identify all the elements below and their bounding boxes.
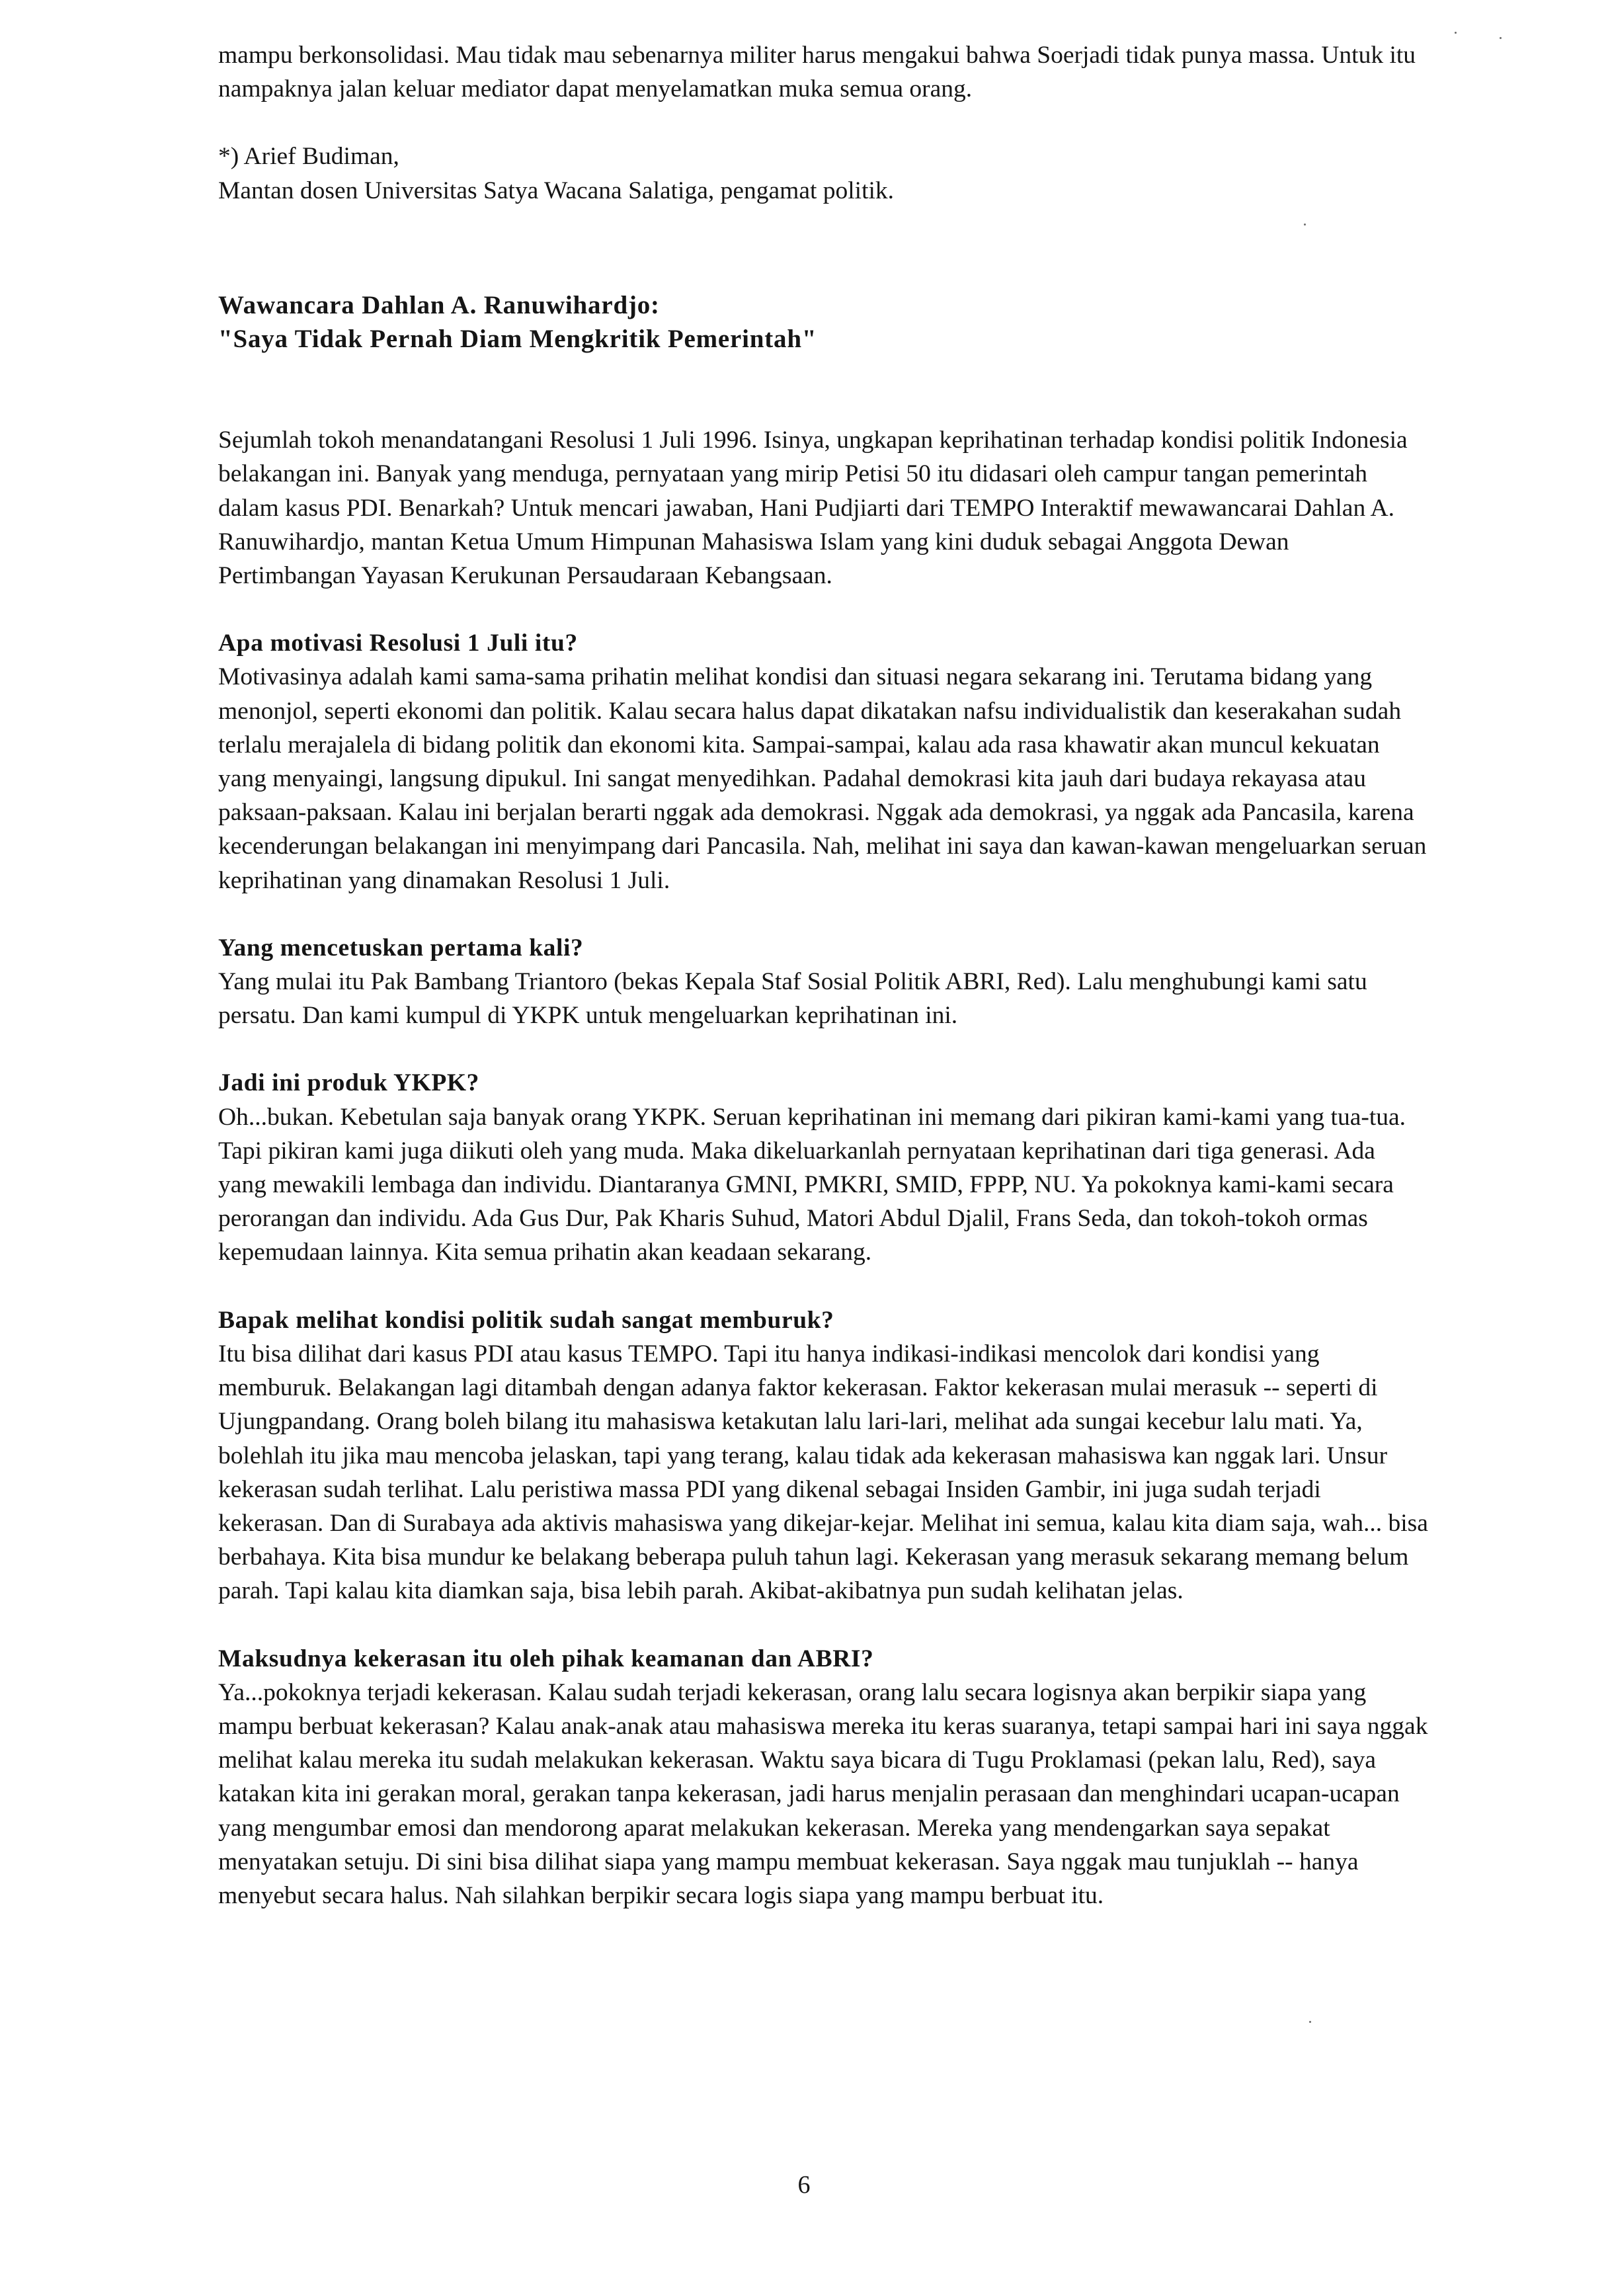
answer: Motivasinya adalah kami sama-sama prihatin melihat kondisi dan situasi negara sekarang ini. Terutama bidang yang menonjol, seperti ekonomi dan politik. Kalau secara halus dapat dikatakan nafsu individualistik dan keserakahan sudah terlalu merajalela di bidang politik dan ekonomi kita. Sampai-sampai, kalau ada rasa khawatir akan muncul kekuatan yang menyaingi, langsung dipukul. Ini sangat menyedihkan. Padahal demokrasi kita jauh dari budaya rekayasa atau paksaan-paksaan. Kalau ini berjalan berarti nggak ada demokrasi. Nggak ada demokrasi, ya nggak ada Pancasila, karena kecenderungan belakangan ini menyimpang dari Pancasila. Nah, melihat ini saya dan kawan-kawan mengeluarkan seruan keprihatinan yang dinamakan Resolusi 1 Juli. — [218, 663, 1427, 894]
qa-block — [218, 931, 1428, 1033]
answer: Ya...pokoknya terjadi kekerasan. Kalau sudah terjadi kekerasan, orang lalu secara logisnya akan berpikir siapa yang mampu berbuat kekerasan? Kalau anak-anak atau mahasiswa mereka itu keras suaranya, tetapi sampai hari ini saya nggak melihat kalau mereka itu sudah melakukan kekerasan. Waktu saya bicara di Tugu Proklamasi (pekan lalu, Red), saya katakan kita ini gerakan moral, gerakan tanpa kekerasan, jadi harus menjalin perasaan dan menghindari ucapan-ucapan yang mengumbar emosi dan mendorong aparat melakukan kekerasan. Mereka yang mendengarkan saya sepakat menyatakan setuju. Di sini bisa dilihat siapa yang mampu membuat kekerasan. Saya nggak mau tunjuklah -- hanya menyebut secara halus. Nah silahkan berpikir secara logis siapa yang mampu berbuat itu. — [218, 1678, 1428, 1909]
question: Maksudnya kekerasan itu oleh pihak keamanan dan ABRI? — [218, 1645, 874, 1672]
question: Apa motivasi Resolusi 1 Juli itu? — [218, 630, 578, 657]
scan-speck — [1455, 32, 1457, 34]
author-line: *) Arief Budiman, — [218, 143, 399, 171]
qa-block — [218, 1642, 1428, 1913]
author-description: Mantan dosen Universitas Satya Wacana Salatiga, pengamat politik. — [218, 177, 895, 204]
qa-block — [218, 626, 1428, 897]
answer: Itu bisa dilihat dari kasus PDI atau kasus TEMPO. Tapi itu hanya indikasi-indikasi mencolok dari kondisi yang memburuk. Belakangan lagi ditambah dengan adanya faktor kekerasan. Faktor kekerasan mulai merasuk -- seperti di Ujungpandang. Orang boleh bilang itu mahasiswa ketakutan lalu lari-lari, melihat ada sungai kecebur lalu mati. Ya, bolehlah itu jika mau mencoba jelaskan, tapi yang terang, kalau tidak ada kekerasan mahasiswa kan nggak lari. Unsur kekerasan sudah terlihat. Lalu peristiwa massa PDI yang dikenal sebagai Insiden Gambir, ini juga sudah terjadi kekerasan. Dan di Surabaya ada aktivis mahasiswa yang dikejar-kejar. Melihat ini semua, kalau kita diam saja, wah... bisa berbahaya. Kita bisa mundur ke belakang beberapa puluh tahun lagi. Kekerasan yang merasuk sekarang memang belum parah. Tapi kalau kita diamkan saja, bisa lebih parah. Akibat-akibatnya pun sudah kelihatan jelas. — [218, 1340, 1428, 1605]
page-number: 6 — [797, 2171, 811, 2199]
article-title: Wawancara Dahlan A. Ranuwihardjo: — [218, 290, 660, 319]
question: Yang mencetuskan pertama kali? — [218, 934, 584, 962]
scan-speck — [1304, 224, 1306, 226]
intro-paragraph: mampu berkonsolidasi. Mau tidak mau sebenarnya militer harus mengakui bahwa Soerjadi tidak punya massa. Untuk itu nampaknya jalan keluar mediator dapat menyelamatkan muka semua orang. — [218, 42, 1416, 103]
scan-speck — [1500, 37, 1502, 39]
qa-block — [218, 1303, 1428, 1608]
scan-speck — [1309, 2021, 1311, 2023]
answer: Yang mulai itu Pak Bambang Triantoro (bekas Kepala Staf Sosial Politik ABRI, Red). Lalu menghubungi kami satu persatu. Dan kami kumpul di YKPK untuk mengeluarkan keprihatinan ini. — [218, 968, 1367, 1030]
qa-block — [218, 1066, 1428, 1269]
article-subtitle: "Saya Tidak Pernah Diam Mengkritik Pemerintah" — [218, 325, 817, 354]
answer: Oh...bukan. Kebetulan saja banyak orang YKPK. Seruan keprihatinan ini memang dari pikiran kami-kami yang tua-tua. Tapi pikiran kami juga diikuti oleh yang muda. Maka dikeluarkanlah pernyataan keprihatinan dari tiga generasi. Ada yang mewakili lembaga dan individu. Diantaranya GMNI, PMKRI, SMID, FPPP, NU. Ya pokoknya kami-kami secara perorangan dan individu. Ada Gus Dur, Pak Kharis Suhud, Matori Abdul Djalil, Frans Seda, dan tokoh-tokoh ormas kepemudaan lainnya. Kita semua prihatin akan keadaan sekarang. — [218, 1103, 1406, 1266]
article-lead: Sejumlah tokoh menandatangani Resolusi 1 Juli 1996. Isinya, ungkapan keprihatinan terhadap kondisi politik Indonesia belakangan ini. Banyak yang menduga, pernyataan yang mirip Petisi 50 itu didasari oleh campur tangan pemerintah dalam kasus PDI. Benarkah? Untuk mencari jawaban, Hani Pudjiarti dari TEMPO Interaktif mewawancarai Dahlan A. Ranuwihardjo, mantan Ketua Umum Himpunan Mahasiswa Islam yang kini duduk sebagai Anggota Dewan Pertimbangan Yayasan Kerukunan Persaudaraan Kebangsaan. — [218, 427, 1408, 590]
question: Bapak melihat kondisi politik sudah sangat memburuk? — [218, 1306, 834, 1334]
document-page — [218, 38, 1428, 1912]
question: Jadi ini produk YKPK? — [218, 1069, 480, 1097]
